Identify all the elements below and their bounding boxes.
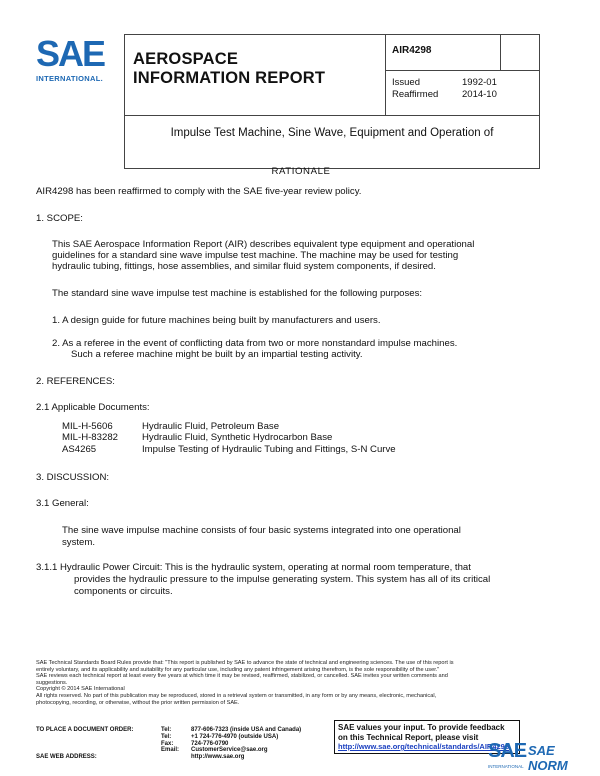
feedback-line: SAE values your input. To provide feedback (338, 723, 505, 732)
feedback-line: on this Technical Report, please visit (338, 732, 479, 742)
order-label: TO PLACE A DOCUMENT ORDER: (36, 727, 134, 733)
document-dates (392, 77, 497, 101)
reference-code: MIL-H-83282 (62, 432, 118, 443)
sae-logo-sub: INTERNATIONAL. (36, 74, 103, 83)
fineprint-line: Copyright © 2014 SAE International (36, 686, 125, 693)
tel2-label: Tel: (161, 733, 172, 740)
email-value[interactable]: CustomerService@sae.org (191, 747, 268, 754)
general-heading: 3.1 General: (36, 498, 89, 509)
header-divider (385, 34, 386, 115)
reference-code: AS4265 (62, 444, 97, 455)
fineprint-line: All rights reserved. No part of this publication may be reproduced, stored in a retrieval system or transmitted, in any form or by any means, electronic, mechanical, (36, 692, 437, 699)
document-number: AIR4298 (392, 45, 432, 56)
tel-value: 877-606-7323 (inside USA and Canada) (191, 727, 302, 733)
hydraulic-power-circuit-line: provides the hydraulic pressure to the impulse generating system. This system has all of its critical (74, 574, 491, 585)
hydraulic-power-circuit-line: components or circuits. (74, 586, 173, 597)
reference-desc: Hydraulic Fluid, Petroleum Base (142, 421, 280, 432)
fax-value: 724-776-0790 (191, 740, 229, 747)
scope-heading: 1. SCOPE: (36, 213, 83, 224)
watermark-mark: SAE (488, 740, 527, 762)
sae-logo (36, 33, 116, 86)
reference-code: MIL-H-5606 (62, 421, 113, 432)
applicable-documents-heading: 2.1 Applicable Documents: (36, 402, 150, 413)
fineprint (36, 660, 568, 706)
purpose-item-1: 1. A design guide for future machines being built by manufacturers and users. (52, 315, 381, 326)
email-label: Email: (161, 747, 180, 754)
tel2-value: +1 724-776-4970 (outside USA) (191, 733, 279, 740)
issued-value: 1992-01 (462, 77, 497, 88)
report-type-line1: AEROSPACE (133, 50, 239, 68)
fax-label: Fax: (161, 740, 174, 747)
order-contact (36, 727, 361, 761)
fineprint-line: SAE Technical Standards Board Rules provide that: "This report is published by SAE to advance the state of technical and engineering sciences. The use of this report is (36, 660, 454, 666)
reaffirmed-label: Reaffirmed (392, 89, 439, 100)
reference-desc: Hydraulic Fluid, Synthetic Hydrocarbon Base (142, 432, 333, 443)
report-type (133, 50, 325, 88)
web-label: SAE WEB ADDRESS: (36, 754, 97, 761)
header-divider (124, 115, 540, 116)
scope-paragraph-2: The standard sine wave impulse test machine is established for the following purposes: (52, 288, 423, 299)
fineprint-line: SAE reviews each technical report at least every five years at which time it may be revised, reaffirmed, stabilized, or cancelled. SAE invites your written comments and (36, 673, 448, 680)
header-divider (500, 34, 501, 70)
general-paragraph-line: system. (62, 537, 96, 548)
watermark-sub: INTERNATIONAL (488, 764, 524, 769)
issued-label: Issued (392, 77, 420, 88)
references-heading: 2. REFERENCES: (36, 376, 115, 387)
scope-paragraph-line: hydraulic tubing, fittings, hose assemblies, and similar fluid system components, if desired. (52, 261, 436, 272)
scope-paragraph-line: guidelines for a standard sine wave impulse test machine. The machine may be used for testing (52, 250, 459, 261)
feedback-link[interactable]: http://www.sae.org/technical/standards/AIR4298 (338, 742, 510, 751)
hydraulic-power-circuit-line: 3.1.1 Hydraulic Power Circuit: This is the hydraulic system, operating at normal room temperature, that (36, 562, 471, 573)
fineprint-line: photocopying, recording, or otherwise, without the prior written permission of SAE. (36, 699, 240, 706)
discussion-heading: 3. DISCUSSION: (36, 472, 110, 483)
purpose-item-2: 2. As a referee in the event of conflicting data from two or more nonstandard impulse machines. (52, 338, 458, 349)
header-divider (385, 70, 540, 71)
purpose-item-2-cont: Such a referee machine might be built by an impartial testing activity. (71, 349, 363, 360)
fineprint-line: suggestions. (36, 679, 68, 686)
sae-norm-watermark (488, 740, 588, 774)
general-paragraph-line: The sine wave impulse machine consists of four basic systems integrated into one operational (62, 525, 461, 536)
watermark-norm: SAE NORM (528, 743, 568, 773)
scope-paragraph-line: This SAE Aerospace Information Report (AIR) describes equivalent type equipment and operational (52, 239, 475, 250)
reference-desc: Impulse Testing of Hydraulic Tubing and Fittings, S-N Curve (142, 444, 396, 455)
sae-logo-mark: SAE (36, 33, 105, 74)
rationale-heading: RATIONALE (271, 166, 331, 177)
rationale-text: AIR4298 has been reaffirmed to comply with the SAE five-year review policy. (36, 186, 362, 197)
reaffirmed-value: 2014-10 (462, 89, 497, 100)
document-title: Impulse Test Machine, Sine Wave, Equipment and Operation of (170, 127, 494, 139)
fineprint-line: entirely voluntary, and its applicability and suitability for any particular use, including any patent infringement arising therefrom, is the sole responsibility of the user." (36, 666, 440, 673)
report-type-line2: INFORMATION REPORT (133, 69, 326, 87)
web-value[interactable]: http://www.sae.org (191, 754, 245, 761)
tel-label: Tel: (161, 727, 172, 733)
